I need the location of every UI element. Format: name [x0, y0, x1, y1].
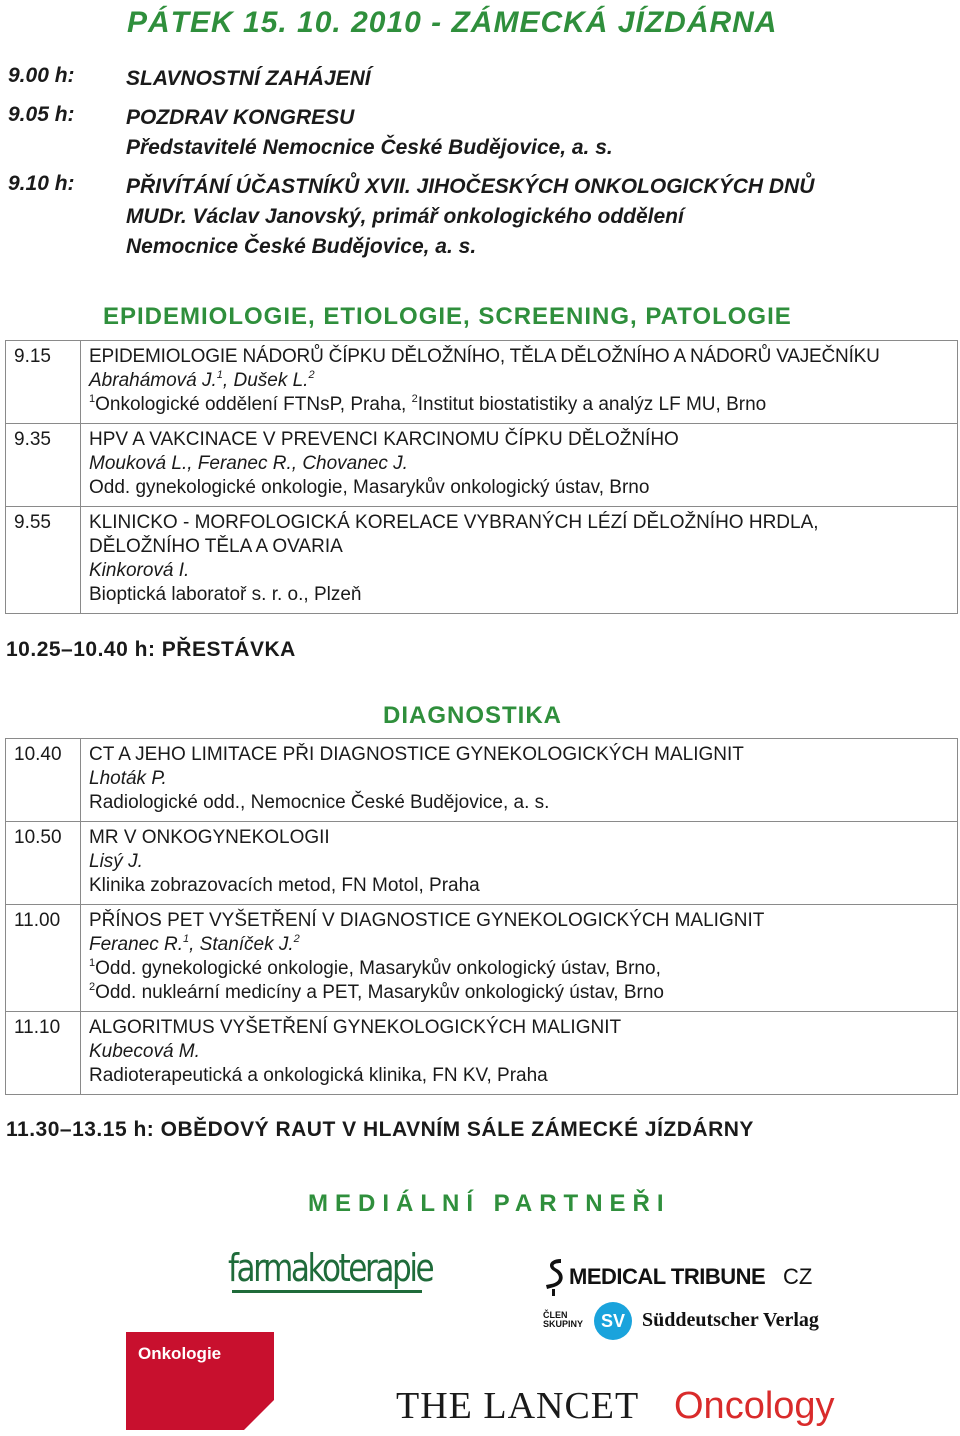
talk-affiliation: Klinika zobrazovacích metod, FN Motol, Praha: [89, 875, 480, 896]
talk-title: DĚLOŽNÍHO TĚLA A OVARIA: [89, 536, 343, 557]
talk-affiliation: Bioptická laboratoř s. r. o., Plzeň: [89, 584, 362, 605]
talk-cell: [81, 424, 958, 507]
onkologie-corner-decoration: [244, 1400, 274, 1430]
section-title-diagnostika: DIAGNOSTIKA: [383, 702, 562, 729]
onkologie-logo: [126, 1332, 274, 1430]
author: Staníček J.: [199, 934, 294, 955]
author: Feranec R.: [89, 934, 183, 955]
opening-subtitle: MUDr. Václav Janovský, primář onkologického oddělení: [126, 205, 684, 228]
talk-title: EPIDEMIOLOGIE NÁDORŮ ČÍPKU DĚLOŽNÍHO, TĚLA DĚLOŽNÍHO A NÁDORŮ VAJEČNÍKU: [89, 346, 880, 367]
opening-content: [126, 64, 371, 94]
opening-time: 9.00 h:: [8, 64, 75, 87]
talk-cell: [81, 905, 958, 1012]
talk-cell: [81, 507, 958, 614]
farmakoterapie-logo: [228, 1246, 433, 1306]
talk-title: CT A JEHO LIMITACE PŘI DIAGNOSTICE GYNEKOLOGICKÝCH MALIGNIT: [89, 744, 744, 765]
talk-time: 9.35: [6, 424, 81, 507]
day-title: PÁTEK 15. 10. 2010 - ZÁMECKÁ JÍZDÁRNA: [127, 6, 778, 39]
suddeutscher-name: Süddeutscher Verlag: [642, 1309, 819, 1331]
medical-tribune-country: CZ: [783, 1264, 813, 1289]
farmakoterapie-underline: [232, 1290, 422, 1293]
talk-authors: Lhoták P.: [89, 768, 167, 789]
talk-title: KLINICKO - MORFOLOGICKÁ KORELACE VYBRANÝCH LÉZÍ DĚLOŽNÍHO HRDLA,: [89, 512, 819, 533]
affiliation: Odd. gynekologické onkologie, Masarykův onkologický ústav, Brno,: [95, 958, 661, 979]
affiliation-sup: 2: [411, 393, 418, 405]
skupiny-label: SKUPINY: [543, 1319, 584, 1329]
table-row: [6, 739, 958, 822]
farmakoterapie-wordmark: farmakoterapie: [228, 1246, 433, 1290]
talk-affiliation: [89, 957, 949, 981]
author-sup: 2: [308, 369, 315, 381]
opening-time: 9.10 h:: [8, 172, 75, 195]
talk-affiliation: Radiologické odd., Nemocnice České Budějovice, a. s.: [89, 792, 550, 813]
opening-content: [126, 172, 814, 262]
talk-authors: Kinkorová I.: [89, 560, 190, 581]
author-sup: 1: [216, 369, 223, 381]
clen-label: ČLEN: [543, 1310, 568, 1320]
lancet-name: THE LANCET: [396, 1385, 640, 1427]
opening-row: [8, 103, 958, 165]
clen-skupiny-label: [543, 1311, 583, 1329]
program-table-epidemiologie: [5, 340, 958, 614]
author-sup: 1: [182, 933, 190, 945]
lancet-oncology-logo: [396, 1384, 846, 1434]
lancet-oncology-name: Oncology: [674, 1385, 835, 1427]
author: Dušek L.: [233, 370, 309, 391]
table-row: [6, 424, 958, 507]
program-table-diagnostika: [5, 738, 958, 1095]
talk-time: 10.50: [6, 822, 81, 905]
affiliation: Onkologické oddělení FTNsP, Praha,: [95, 394, 412, 415]
table-row: [6, 1012, 958, 1095]
partners-title: MEDIÁLNÍ PARTNEŘI: [308, 1190, 671, 1217]
talk-affiliation: [89, 981, 949, 1005]
talk-time: 11.00: [6, 905, 81, 1012]
medical-tribune-icon: [543, 1256, 567, 1298]
talk-affiliation: Odd. gynekologické onkologie, Masarykův onkologický ústav, Brno: [89, 477, 650, 498]
lunch-break-label: 11.30–13.15 h: OBĚDOVÝ RAUT V HLAVNÍM SÁLE ZÁMECKÉ JÍZDÁRNY: [6, 1118, 754, 1141]
talk-cell: [81, 1012, 958, 1095]
talk-authors: [89, 933, 949, 957]
opening-content: [126, 103, 613, 163]
talk-time: 10.40: [6, 739, 81, 822]
talk-title: ALGORITMUS VYŠETŘENÍ GYNEKOLOGICKÝCH MALIGNIT: [89, 1017, 622, 1038]
medical-tribune-logo: [543, 1256, 823, 1300]
talk-authors: Lisý J.: [89, 851, 143, 872]
table-row: [6, 341, 958, 424]
talk-authors: Mouková L., Feranec R., Chovanec J.: [89, 453, 408, 474]
opening-subtitle: Nemocnice České Budějovice, a. s.: [126, 235, 477, 258]
medical-tribune-name: MEDICAL TRIBUNE: [569, 1264, 766, 1289]
opening-subtitle: Představitelé Nemocnice České Budějovice, a. s.: [126, 136, 613, 159]
talk-cell: [81, 822, 958, 905]
affiliation: Institut biostatistiky a analýz LF MU, Brno: [417, 394, 767, 415]
author-separator: ,: [222, 370, 234, 391]
talk-title: PŘÍNOS PET VYŠETŘENÍ V DIAGNOSTICE GYNEKOLOGICKÝCH MALIGNIT: [89, 910, 765, 931]
talk-affiliation: [89, 393, 949, 417]
talk-cell: [81, 341, 958, 424]
table-row: [6, 822, 958, 905]
talk-authors: Kubecová M.: [89, 1041, 200, 1062]
opening-time: 9.05 h:: [8, 103, 75, 126]
talk-authors: [89, 369, 949, 393]
author-sup: 2: [293, 933, 300, 945]
sv-badge-icon: SV: [594, 1302, 632, 1340]
affiliation: Odd. nukleární medicíny a PET, Masarykův onkologický ústav, Brno: [95, 982, 664, 1003]
affiliation-sup: 1: [89, 393, 96, 405]
opening-title: POZDRAV KONGRESU: [126, 106, 355, 129]
talk-time: 9.55: [6, 507, 81, 614]
opening-title: SLAVNOSTNÍ ZAHÁJENÍ: [126, 67, 371, 90]
section-title-epidemiologie: EPIDEMIOLOGIE, ETIOLOGIE, SCREENING, PATOLOGIE: [103, 303, 792, 330]
affiliation-sup: 2: [89, 981, 96, 993]
author-separator: ,: [189, 934, 200, 955]
talk-time: 9.15: [6, 341, 81, 424]
table-row: [6, 507, 958, 614]
onkologie-title: Onkologie: [138, 1344, 222, 1363]
affiliation-sup: 1: [89, 957, 96, 969]
opening-row: [8, 64, 958, 94]
table-row: [6, 905, 958, 1012]
opening-row: [8, 172, 958, 264]
suddeutscher-verlag-logo: [543, 1302, 818, 1340]
opening-title: PŘIVÍTÁNÍ ÚČASTNÍKŮ XVII. JIHOČESKÝCH ONKOLOGICKÝCH DNŮ: [126, 175, 815, 198]
talk-title: MR V ONKOGYNEKOLOGII: [89, 827, 330, 848]
talk-affiliation: Radioterapeutická a onkologická klinika, FN KV, Praha: [89, 1065, 548, 1086]
talk-cell: [81, 739, 958, 822]
author: Abrahámová J.: [89, 370, 217, 391]
break-label: 10.25–10.40 h: PŘESTÁVKA: [6, 638, 296, 661]
talk-time: 11.10: [6, 1012, 81, 1095]
talk-title: HPV A VAKCINACE V PREVENCI KARCINOMU ČÍPKU DĚLOŽNÍHO: [89, 429, 679, 450]
